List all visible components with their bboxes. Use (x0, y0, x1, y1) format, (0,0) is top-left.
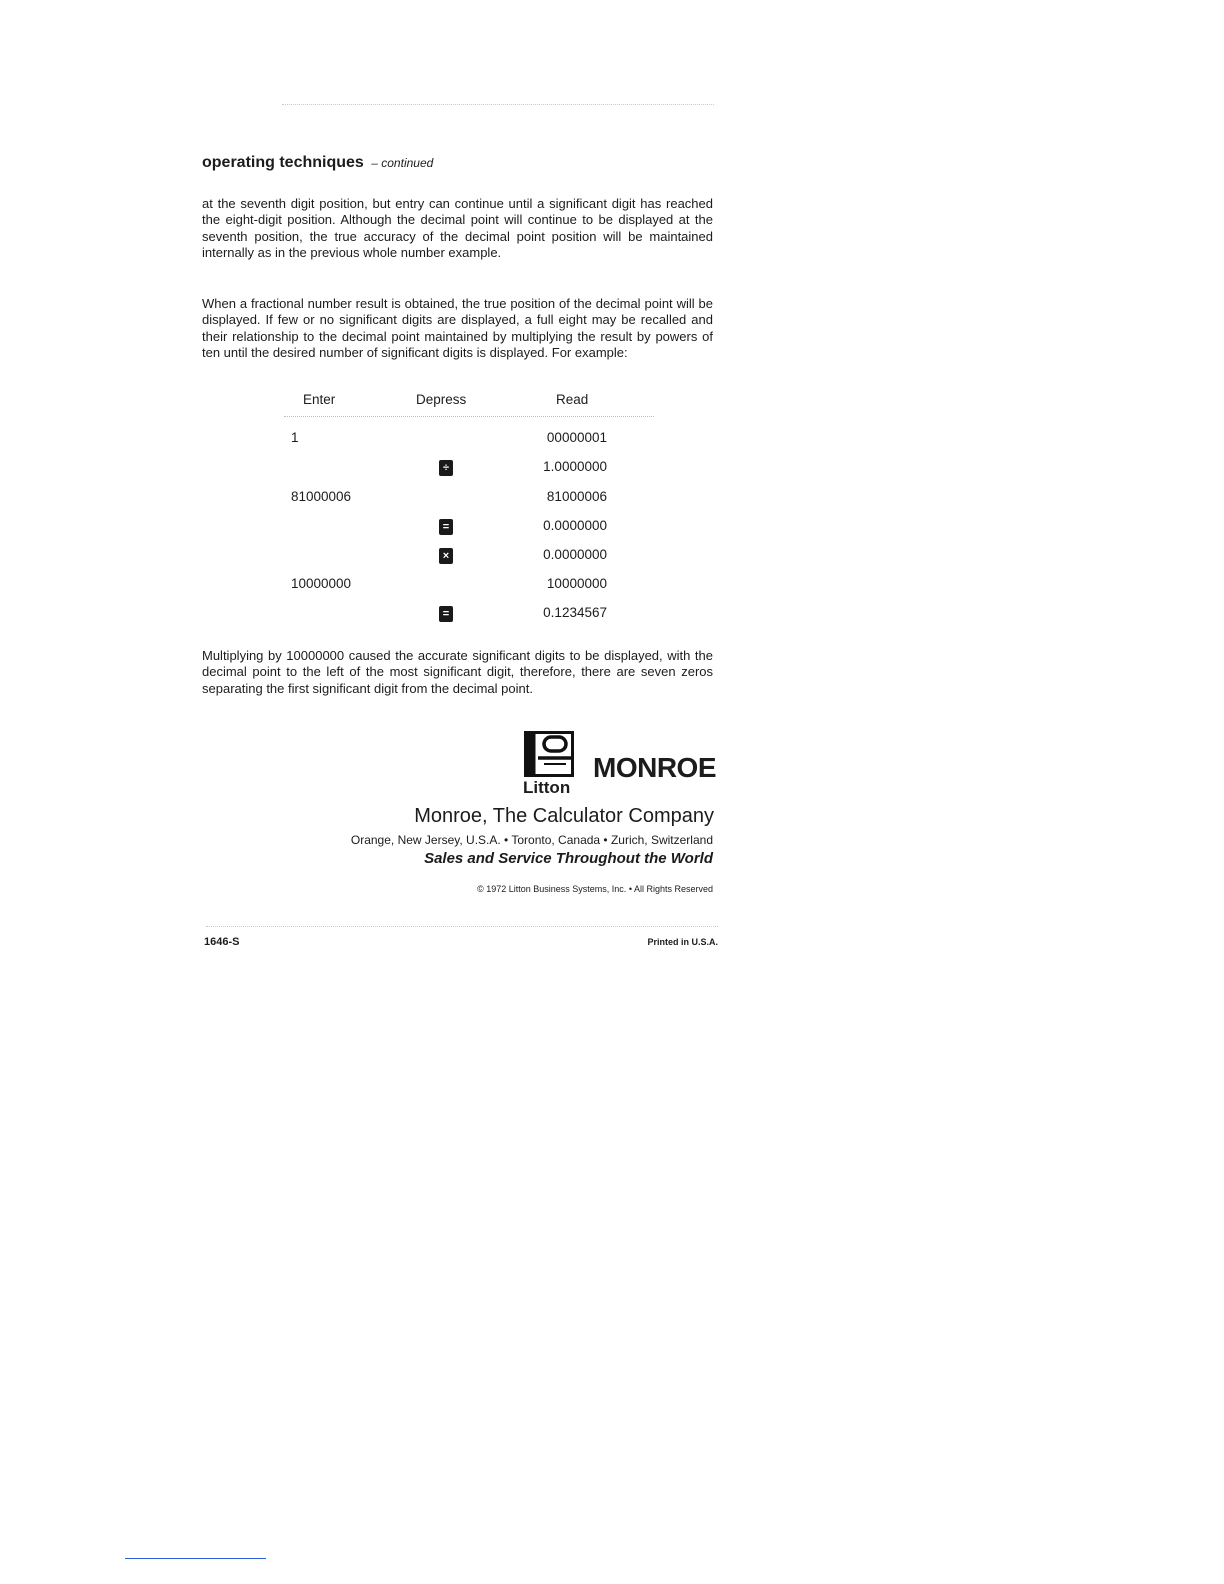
form-number: 1646-S (204, 936, 240, 948)
paragraph-fractional-result: When a fractional number result is obtained, the true position of the decimal point will be displayed. If few or no significant digits are displayed, a full eight may be recalled and their relationship to the decimal point maintained by multiplying the result by powers of ten until the desired number of significant digits is displayed. For example: (202, 296, 713, 361)
enter-value: 1 (291, 430, 299, 445)
read-value: 0.0000000 (543, 518, 607, 533)
read-value: 00000001 (546, 430, 607, 445)
table-row (202, 516, 713, 538)
printed-in-usa: Printed in U.S.A. (647, 937, 718, 947)
column-header-enter: Enter (303, 392, 336, 407)
enter-value: 81000006 (291, 489, 352, 504)
column-header-depress: Depress (416, 392, 467, 407)
company-name: Monroe, The Calculator Company (414, 805, 714, 827)
read-value: 1.0000000 (543, 459, 607, 474)
table-row (202, 603, 713, 625)
copyright-notice: © 1972 Litton Business Systems, Inc. • All Rights Reserved (477, 884, 713, 894)
heading-continued: – continued (371, 156, 434, 170)
monroe-wordmark: MONROE (593, 752, 716, 783)
divide-key-icon: ÷ (439, 460, 453, 476)
read-value: 10000000 (546, 576, 607, 591)
header-rule (284, 416, 654, 417)
company-locations: Orange, New Jersey, U.S.A. • Toronto, Canada • Zurich, Switzerland (350, 833, 713, 847)
example-table (202, 390, 713, 630)
table-row (202, 574, 713, 596)
page-heading (202, 154, 433, 172)
multiply-key-icon: × (439, 548, 453, 564)
company-slogan: Sales and Service Throughout the World (424, 850, 713, 867)
read-value: 81000006 (546, 489, 607, 504)
paragraph-multiplying-explanation: Multiplying by 10000000 caused the accurate significant digits to be displayed, with the decimal point to the left of the most significant digit, therefore, there are seven zeros separating the first significant digit from the decimal point. (202, 648, 713, 696)
equals-key-icon: = (439, 606, 453, 622)
scan-artifact-top-line (282, 104, 714, 105)
column-header-read: Read (556, 392, 589, 407)
scan-artifact-footer-line (206, 926, 718, 927)
enter-value: 10000000 (291, 576, 352, 591)
table-row (202, 428, 713, 450)
heading-title: operating techniques (202, 154, 364, 171)
equals-key-icon: = (439, 519, 453, 535)
read-value: 0.0000000 (543, 547, 607, 562)
read-value: 0.1234567 (543, 605, 607, 620)
table-row (202, 487, 713, 509)
bottom-blue-rule (125, 1558, 266, 1559)
litton-wordmark: Litton (523, 778, 571, 797)
paragraph-seventh-digit: at the seventh digit position, but entry can continue until a significant digit has reached the eight-digit position. Although the decimal point will continue to be displayed at the seventh position, the true accuracy of the decimal point position will be maintained internally as in the previous whole number example. (202, 196, 713, 261)
table-row (202, 545, 713, 567)
table-row (202, 457, 713, 479)
litton-logo-icon (524, 731, 574, 777)
